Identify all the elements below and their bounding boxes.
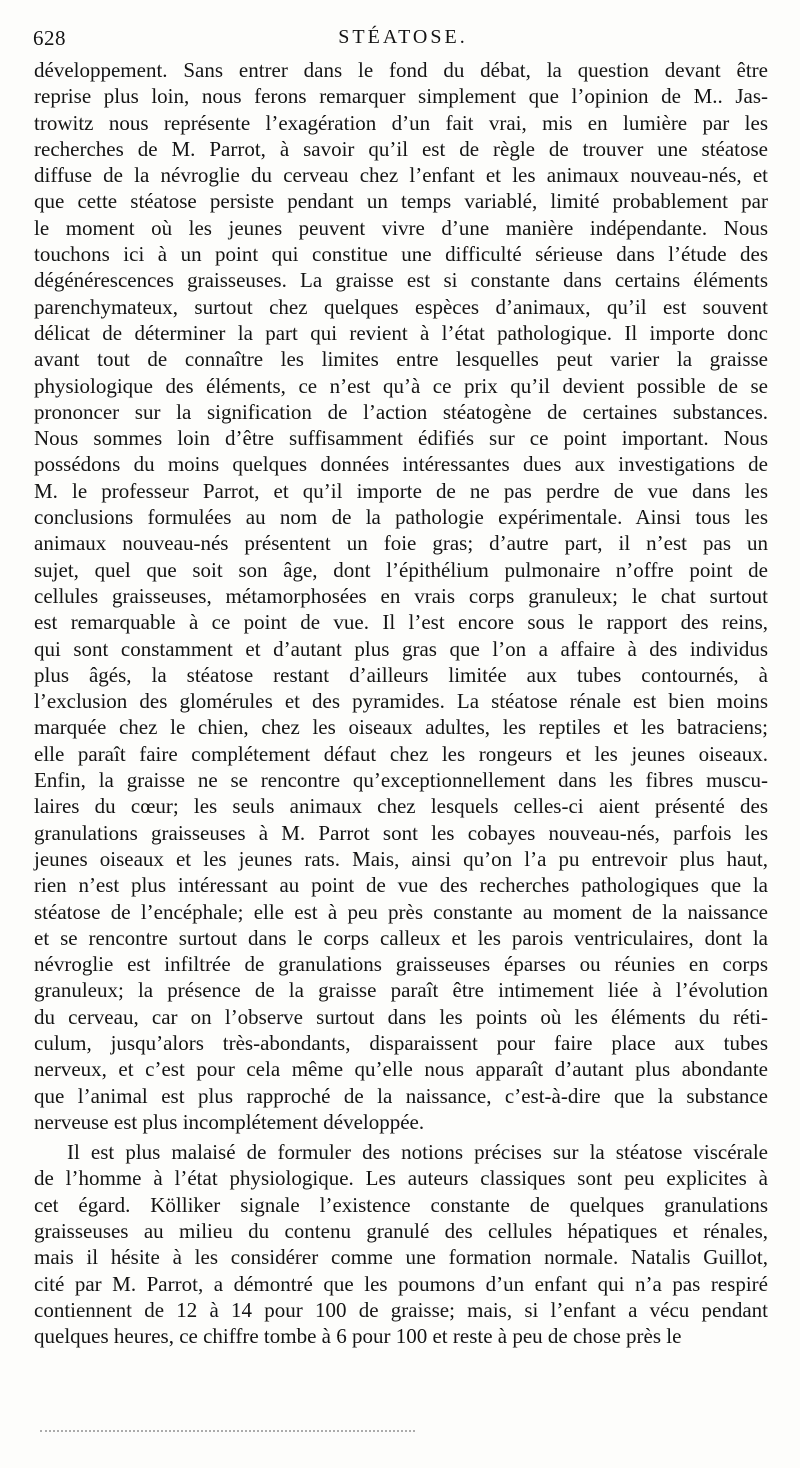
- text-line: qui sont constamment et d’autant plus gras que l’on a affaire à des individus: [34, 636, 768, 661]
- text-line: M. le professeur Parrot, et qu’il importe de ne pas perdre de vue dans les: [34, 478, 768, 503]
- text-line: Il est plus malaisé de formuler des notions précises sur la stéatose viscérale: [67, 1140, 768, 1165]
- text-line: contiennent de 12 à 14 pour 100 de graisse; mais, si l’enfant a vécu pendant: [34, 1297, 768, 1322]
- text-line: prononcer sur la signification de l’action stéatogène de certaines substances.: [34, 399, 768, 424]
- text-line: parenchymateux, surtout chez quelques espèces d’animaux, qu’il est souvent: [34, 294, 768, 319]
- text-line: que l’animal est plus rapproché de la naissance, c’est-à-dire que la substance: [34, 1083, 768, 1108]
- text-line: le moment où les jeunes peuvent vivre d’une manière indépendante. Nous: [34, 215, 768, 240]
- text-line: cellules graisseuses, métamorphosées en vrais corps granuleux; le chat surtout: [34, 583, 768, 608]
- text-line: quelques heures, ce chiffre tombe à 6 pour 100 et reste à peu de chose près le: [34, 1324, 682, 1349]
- text-line: développement. Sans entrer dans le fond du débat, la question devant être: [34, 58, 768, 82]
- text-line: physiologique des éléments, ce n’est qu’à ce prix qu’il devient possible de se: [34, 373, 768, 398]
- text-line: culum, jusqu’alors très-abondants, disparaissent pour faire place aux tubes: [34, 1030, 768, 1055]
- text-line: touchons ici à un point qui constitue une difficulté sérieuse dans l’étude des: [34, 242, 768, 267]
- text-line: conclusions formulées au nom de la pathologie expérimentale. Ainsi tous les: [34, 505, 768, 530]
- text-line: granulations graisseuses à M. Parrot sont les cobayes nouveau-nés, parfois les: [34, 820, 768, 845]
- text-line: mais il hésite à les considérer comme une formation normale. Natalis Guillot,: [34, 1245, 768, 1270]
- text-line: graisseuses au milieu du contenu granulé des cellules hépatiques et rénales,: [34, 1219, 768, 1244]
- text-line: reprise plus loin, nous ferons remarquer simplement que l’opinion de M.. Jas-: [34, 84, 768, 109]
- text-line: elle paraît faire complétement défaut chez les rongeurs et les jeunes oiseaux.: [34, 741, 768, 766]
- text-line: délicat de déterminer la part qui revient à l’état pathologique. Il importe donc: [34, 320, 768, 345]
- text-line: trowitz nous représente l’exagération d’un fait vrai, mis en lumière par les: [34, 110, 768, 135]
- text-line: Enfin, la graisse ne se rencontre qu’exceptionnellement dans les fibres muscu-: [34, 768, 768, 793]
- text-line: sujet, quel que soit son âge, dont l’épithélium pulmonaire n’offre point de: [34, 557, 768, 582]
- text-line: jeunes oiseaux et les jeunes rats. Mais, ainsi qu’on l’a pu entrevoir plus haut,: [34, 846, 768, 871]
- page-header: [33, 26, 773, 56]
- page-number: 628: [33, 26, 66, 50]
- body-text: [34, 57, 768, 1350]
- text-line: dégénérescences graisseuses. La graisse est si constante dans certains éléments: [34, 268, 768, 293]
- text-line: diffuse de la névroglie du cerveau chez l’enfant et les animaux nouveau-nés, et: [34, 163, 768, 188]
- text-line: cet égard. Kölliker signale l’existence constante de quelques granulations: [34, 1192, 768, 1217]
- paragraph: [34, 1139, 768, 1349]
- text-line: est remarquable à ce point de vue. Il l’est encore sous le rapport des reins,: [34, 610, 768, 635]
- text-line: et se rencontre surtout dans le corps calleux et les parois ventriculaires, dont la: [34, 925, 768, 950]
- footer-dotted-rule: [40, 1430, 415, 1432]
- text-line: du cerveau, car on l’observe surtout dans les points où les éléments du réti-: [34, 1004, 768, 1029]
- text-line: rien n’est plus intéressant au point de vue des recherches pathologiques que la: [34, 873, 768, 898]
- text-line: cité par M. Parrot, a démontré que les poumons d’un enfant qui n’a pas respiré: [34, 1271, 768, 1296]
- text-line: granuleux; la présence de la graisse paraît être intimement liée à l’évolution: [34, 978, 768, 1003]
- text-line: laires du cœur; les seuls animaux chez lesquels celles-ci aient présenté des: [34, 794, 768, 819]
- running-title: STÉATOSE.: [338, 26, 468, 48]
- text-line: nerveuse est plus incomplétement développée.: [34, 1109, 425, 1134]
- paragraph: [34, 57, 768, 1135]
- text-line: animaux nouveau-nés présentent un foie gras; d’autre part, il n’est pas un: [34, 531, 768, 556]
- text-line: névroglie est infiltrée de granulations graisseuses éparses ou réunies en corps: [34, 952, 768, 977]
- text-line: que cette stéatose persiste pendant un temps variablé, limité probablement par: [34, 189, 768, 214]
- text-line: de l’homme à l’état physiologique. Les auteurs classiques sont peu explicites à: [34, 1166, 768, 1191]
- text-line: plus âgés, la stéatose restant d’ailleurs limitée aux tubes contournés, à: [34, 662, 768, 687]
- text-line: avant tout de connaître les limites entre lesquelles peut varier la graisse: [34, 347, 768, 372]
- text-line: l’exclusion des glomérules et des pyramides. La stéatose rénale est bien moins: [34, 689, 768, 714]
- text-line: Nous sommes loin d’être suffisamment édifiés sur ce point important. Nous: [34, 426, 768, 451]
- text-line: possédons du moins quelques données intéressantes dues aux investigations de: [34, 452, 768, 477]
- text-line: stéatose de l’encéphale; elle est à peu près constante au moment de la naissance: [34, 899, 768, 924]
- text-line: marquée chez le chien, chez les oiseaux adultes, les reptiles et les batraciens;: [34, 715, 768, 740]
- text-line: nerveux, et c’est pour cela même qu’elle nous apparaît d’autant plus abondante: [34, 1057, 768, 1082]
- text-line: recherches de M. Parrot, à savoir qu’il est de règle de trouver une stéatose: [34, 136, 768, 161]
